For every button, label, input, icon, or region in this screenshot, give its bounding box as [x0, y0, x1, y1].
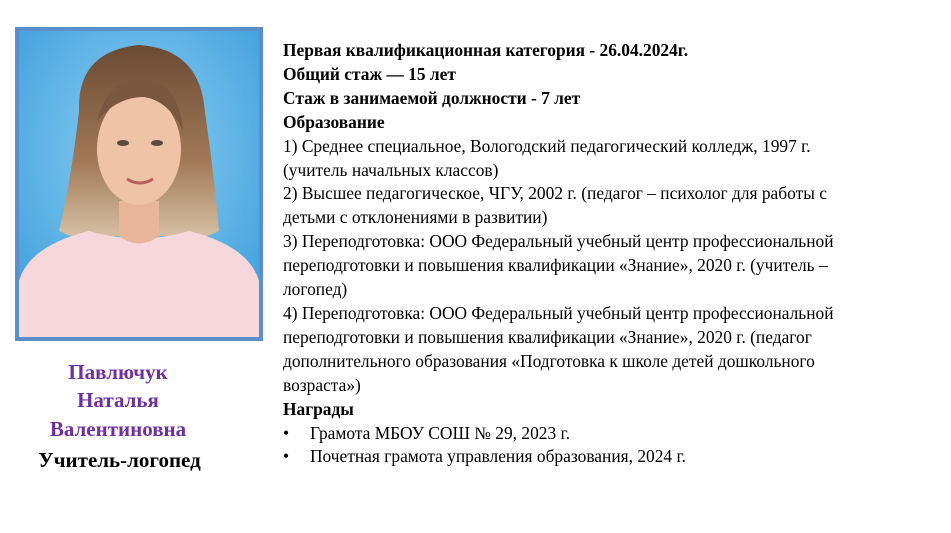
education-line: 3) Переподготовка: ООО Федеральный учебный центр профессиональной [283, 231, 834, 252]
bullet-icon: • [283, 446, 290, 467]
education-line: возраста») [283, 374, 361, 395]
award-item [283, 445, 933, 469]
education-line: переподготовки и повышения квалификации «Знание», 2020 г. (педагог [283, 326, 812, 347]
qualification-category: Первая квалификационная категория - 26.04.2024г. [283, 40, 689, 60]
education-line: (учитель начальных классов) [283, 159, 499, 180]
bullet-icon: • [283, 422, 290, 443]
total-experience: Общий стаж — 15 лет [283, 63, 456, 84]
education-line: дополнительного образования «Подготовка к школе детей дошкольного [283, 350, 815, 371]
info-block [283, 39, 933, 469]
person-patronymic: Валентиновна [49, 417, 187, 441]
education-line: детьми с отклонениями в развитии) [283, 207, 548, 228]
portrait-photo [15, 27, 263, 341]
education-line: 1) Среднее специальное, Вологодский педагогический колледж, 1997 г. [283, 135, 811, 156]
education-line: 4) Переподготовка: ООО Федеральный учебный центр профессиональной [283, 302, 834, 323]
education-line: логопед) [283, 279, 348, 300]
education-heading: Образование [283, 111, 385, 132]
award-text: Грамота МБОУ СОШ № 29, 2023 г. [310, 422, 571, 443]
person-role: Учитель-логопед [38, 448, 201, 472]
person-first-name: Наталья [77, 388, 159, 412]
portrait-image [19, 31, 259, 337]
education-line: 2) Высшее педагогическое, ЧГУ, 2002 г. (педагог – психолог для работы с [283, 183, 827, 204]
award-item [283, 422, 933, 446]
person-surname: Павлючук [68, 360, 168, 384]
award-text: Почетная грамота управления образования, 2024 г. [310, 446, 686, 467]
position-experience: Стаж в занимаемой должности - 7 лет [283, 87, 581, 108]
education-line: переподготовки и повышения квалификации «Знание», 2020 г. (учитель – [283, 255, 828, 276]
awards-heading: Награды [283, 398, 354, 419]
